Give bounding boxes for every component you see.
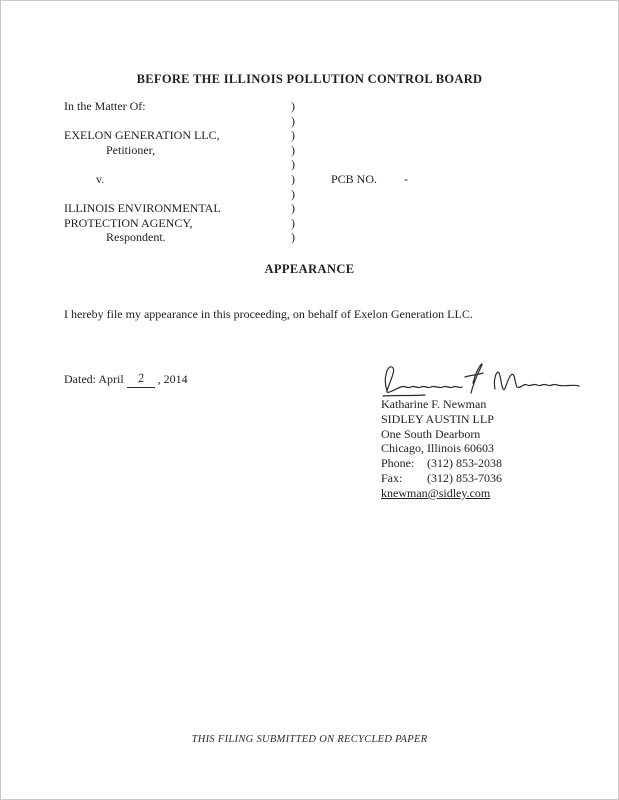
caption-row [64,114,544,129]
caption-left-text: Petitioner, [106,142,156,157]
phone-number: (312) 853-2038 [427,456,502,471]
caption-row [64,99,544,114]
signatory-name: Katharine F. Newman [381,397,487,411]
handwritten-signature [377,355,582,401]
handwritten-day: 2 [136,370,145,386]
dated-suffix: , 2014 [157,372,188,386]
body-paragraph: I hereby file my appearance in this proceeding, on behalf of Exelon Generation LLC. [64,307,473,321]
email-address: knewman@sidley.com [381,485,491,500]
handwritten-day-blank [127,372,155,388]
court-title: BEFORE THE ILLINOIS POLLUTION CONTROL BOARD [136,72,483,86]
caption-left-text: PROTECTION AGENCY, [64,215,193,230]
caption-left-text: Respondent. [106,230,166,245]
caption-left-text: ILLINOIS ENVIRONMENTAL [64,201,221,216]
dated-line [64,372,188,388]
caption-row [64,216,544,231]
signature-block [381,397,502,501]
caption-row [64,187,544,202]
caption-left-text: EXELON GENERATION LLC, [64,128,220,143]
firm-name: SIDLEY AUSTIN LLP [381,411,494,426]
caption-paren: ) [291,128,295,143]
dated-prefix: Dated: April [64,372,124,386]
caption-row [64,128,544,143]
phone-label: Phone: [381,456,415,471]
recycled-paper-note: THIS FILING SUBMITTED ON RECYCLED PAPER [191,734,428,745]
caption-left-text: v. [96,171,105,186]
caption-paren: ) [291,230,295,245]
section-heading: APPEARANCE [264,262,355,276]
caption-row [64,201,544,216]
caption-row [64,230,544,245]
address-line-2: Chicago, Illinois 60603 [381,441,494,456]
caption-paren: ) [291,99,295,113]
phone-line [381,456,502,471]
caption-row [64,172,544,187]
caption-paren: ) [291,186,295,201]
case-number-label: PCB NO. [331,171,378,186]
caption-paren: ) [291,171,295,186]
caption-left-text: In the Matter Of: [64,99,146,113]
address-line-1: One South Dearborn [381,426,481,441]
fax-label: Fax: [381,470,403,485]
caption-paren: ) [291,215,295,230]
caption-paren: ) [291,157,295,172]
fax-number: (312) 853-7036 [427,470,502,485]
caption-paren: ) [291,201,295,216]
fax-line [381,471,502,486]
case-number-separator: - [404,171,408,186]
caption-row [64,143,544,158]
caption-row [64,157,544,172]
case-caption [64,99,544,245]
caption-paren: ) [291,113,295,128]
caption-paren: ) [291,142,295,157]
